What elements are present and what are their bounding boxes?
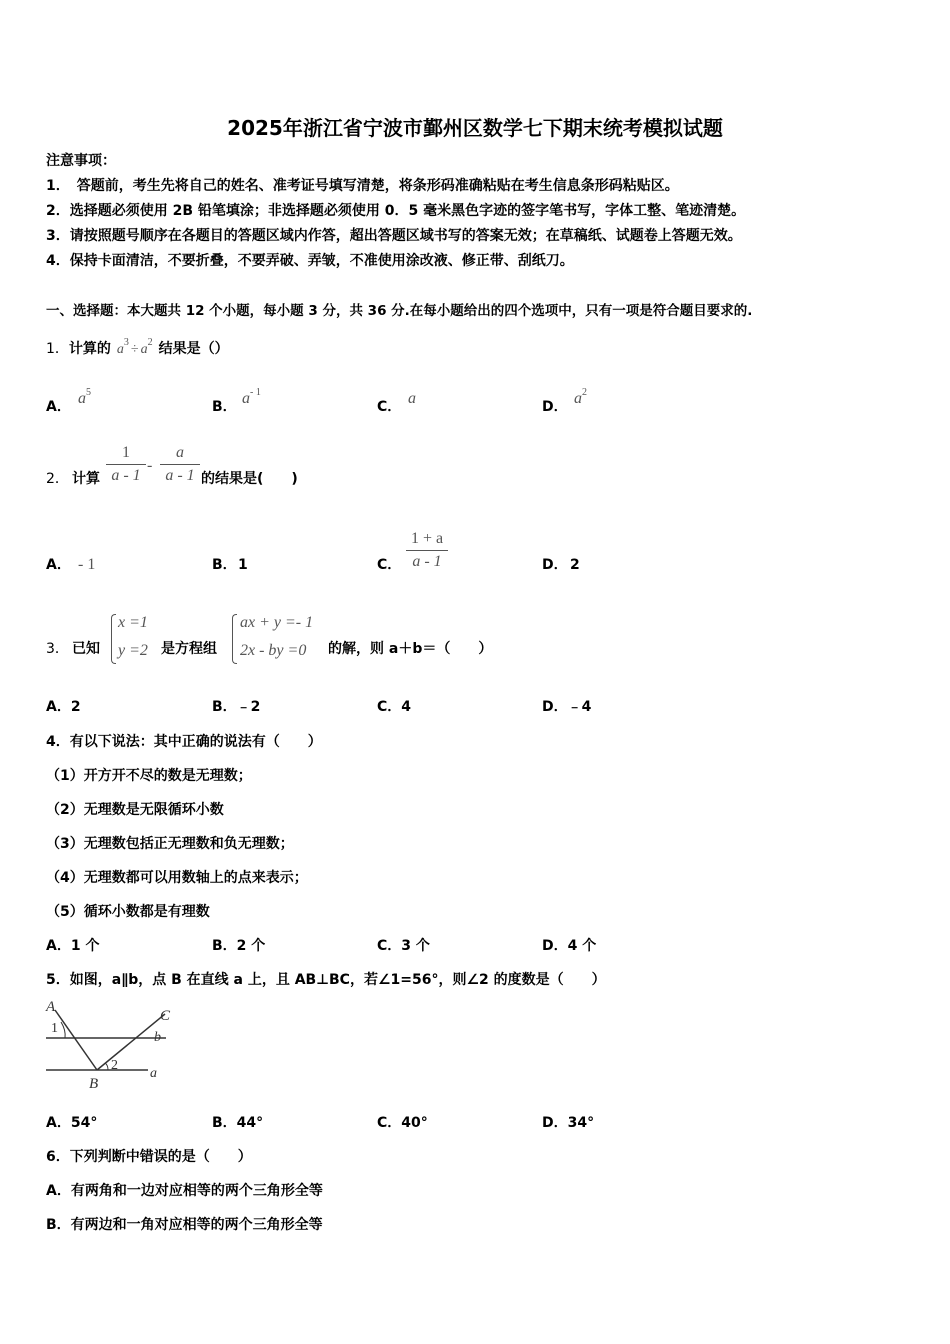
q2-pre: 计算 xyxy=(72,471,100,487)
q3-option-d: D．﹣4 xyxy=(542,699,592,715)
q2-option-a-label: A． xyxy=(46,557,71,573)
label-B: B xyxy=(89,1076,99,1092)
q6-option-a: A．有两角和一边对应相等的两个三角形全等 xyxy=(46,1183,323,1199)
q5-option-b: B．44° xyxy=(212,1115,264,1131)
q4-statement-4: （4）无理数都可以用数轴上的点来表示； xyxy=(46,870,308,886)
q3-brace-1 xyxy=(111,614,116,664)
q4-stem: 4．有以下说法：其中正确的说法有（ ） xyxy=(46,734,322,750)
notice-heading: 注意事项： xyxy=(46,153,116,169)
q6-stem: 6．下列判断中错误的是（ ） xyxy=(46,1149,252,1165)
q1-option-d-expr: $a^2$ xyxy=(574,387,587,407)
q4-option-c: C．3 个 xyxy=(377,938,430,954)
q1-pre: 计算的 xyxy=(68,341,111,357)
q1-stem xyxy=(46,337,229,360)
label-angle-1: 1 xyxy=(51,1021,58,1036)
label-A: A xyxy=(46,999,56,1015)
q1-post: 结果是（） xyxy=(158,341,229,357)
q2-option-a: - 1 xyxy=(78,556,96,573)
q2-option-c-label: C． xyxy=(377,557,402,573)
q1-base1: a xyxy=(116,342,124,357)
q3-mid: 是方程组 xyxy=(161,641,217,657)
q2-number: 2． xyxy=(46,471,69,487)
q4-option-b: B．2 个 xyxy=(212,938,266,954)
q1-option-d: D． xyxy=(542,399,568,415)
q2-option-b: 1 xyxy=(238,557,248,573)
q2-option-d: 2 xyxy=(570,557,580,573)
q3-option-a: A．2 xyxy=(46,699,81,715)
label-b: b xyxy=(154,1030,161,1045)
q1-option-c-expr: a xyxy=(408,390,416,407)
q1-exp2: 2 xyxy=(147,337,153,348)
label-a: a xyxy=(150,1066,157,1081)
q2-fraction-2: $\frac{a}{a - 1}$ xyxy=(160,444,200,485)
q3-option-c: C．4 xyxy=(377,699,412,715)
q1-exp1: 3 xyxy=(123,337,129,348)
section-heading: 一、选择题：本大题共 12 个小题，每小题 3 分，共 36 分.在每小题给出的四个选项中，只有一项是符合题目要求的. xyxy=(46,303,753,319)
q5-figure xyxy=(44,996,180,1096)
q3-pre: 已知 xyxy=(72,641,100,657)
segment-ab xyxy=(55,1010,97,1070)
q4-statement-5: （5）循环小数都是有理数 xyxy=(46,904,210,920)
q5-option-a: A．54° xyxy=(46,1115,98,1131)
q1-option-b: B． xyxy=(212,399,237,415)
notice-item-1: 1． 答题前，考生先将自己的姓名、准考证号填写清楚，将条形码准确粘贴在考生信息条形码粘贴区。 xyxy=(46,178,679,194)
q3-post: 的解，则 a＋b＝（ ） xyxy=(328,641,493,657)
label-angle-2: 2 xyxy=(111,1058,118,1073)
q2-fraction-1: $\frac{1}{a - 1}$ xyxy=(106,444,146,485)
q4-statement-2: （2）无理数是无限循环小数 xyxy=(46,802,224,818)
q1-option-a-expr: $a^5$ xyxy=(78,387,91,407)
q2-option-d-label: D． xyxy=(542,557,568,573)
q1-option-b-expr: $a^{- 1}$ xyxy=(242,387,261,407)
q1-option-a: A． xyxy=(46,399,71,415)
q5-option-d: D．34° xyxy=(542,1115,595,1131)
q3-sys2-line1: ax + y =- 1 xyxy=(240,614,314,631)
q2-post: 的结果是( ) xyxy=(201,471,298,487)
notice-item-4: 4．保持卡面清洁，不要折叠，不要弄破、弄皱，不准使用涂改液、修正带、刮纸刀。 xyxy=(46,253,574,269)
angle-2-arc xyxy=(105,1063,108,1070)
q1-number: 1． xyxy=(46,341,69,357)
notice-item-2: 2．选择题必须使用 2B 铅笔填涂；非选择题必须使用 0．5 毫米黑色字迹的签字笔书写，字体工整、笔迹清楚。 xyxy=(46,203,746,219)
q1-op: ÷ xyxy=(130,342,139,357)
q3-sys2-line2: 2x - by =0 xyxy=(240,642,307,659)
page-title: 2025年浙江省宁波市鄞州区数学七下期末统考模拟试题 xyxy=(227,116,723,140)
notice-item-3: 3．请按照题号顺序在各题目的答题区域内作答，超出答题区域书写的答案无效；在草稿纸、试题卷上答题无效。 xyxy=(46,228,742,244)
q1-base2: a xyxy=(140,342,148,357)
q5-option-c: C．40° xyxy=(377,1115,428,1131)
q2-option-c-fraction: $\frac{1 + a}{a - 1}$ xyxy=(406,530,448,571)
q3-number: 3． xyxy=(46,641,69,657)
q6-option-b: B．有两边和一角对应相等的两个三角形全等 xyxy=(46,1217,323,1233)
q4-statement-1: （1）开方开不尽的数是无理数； xyxy=(46,768,252,784)
q2-option-b-label: B． xyxy=(212,557,237,573)
q4-statement-3: （3）无理数包括正无理数和负无理数； xyxy=(46,836,294,852)
q5-stem: 5．如图，a∥b，点 B 在直线 a 上，且 AB⊥BC，若∠1=56°，则∠2 的度数是（ ） xyxy=(46,972,606,988)
q4-option-d: D．4 个 xyxy=(542,938,597,954)
q4-option-a: A．1 个 xyxy=(46,938,100,954)
q3-option-b: B．﹣2 xyxy=(212,699,261,715)
q1-option-c: C． xyxy=(377,399,402,415)
q3-sys1-line2: y =2 xyxy=(118,642,148,659)
label-C: C xyxy=(160,1008,171,1024)
q3-brace-2 xyxy=(232,614,237,664)
q3-sys1-line1: x =1 xyxy=(118,614,148,631)
q2-minus: - xyxy=(147,457,153,474)
